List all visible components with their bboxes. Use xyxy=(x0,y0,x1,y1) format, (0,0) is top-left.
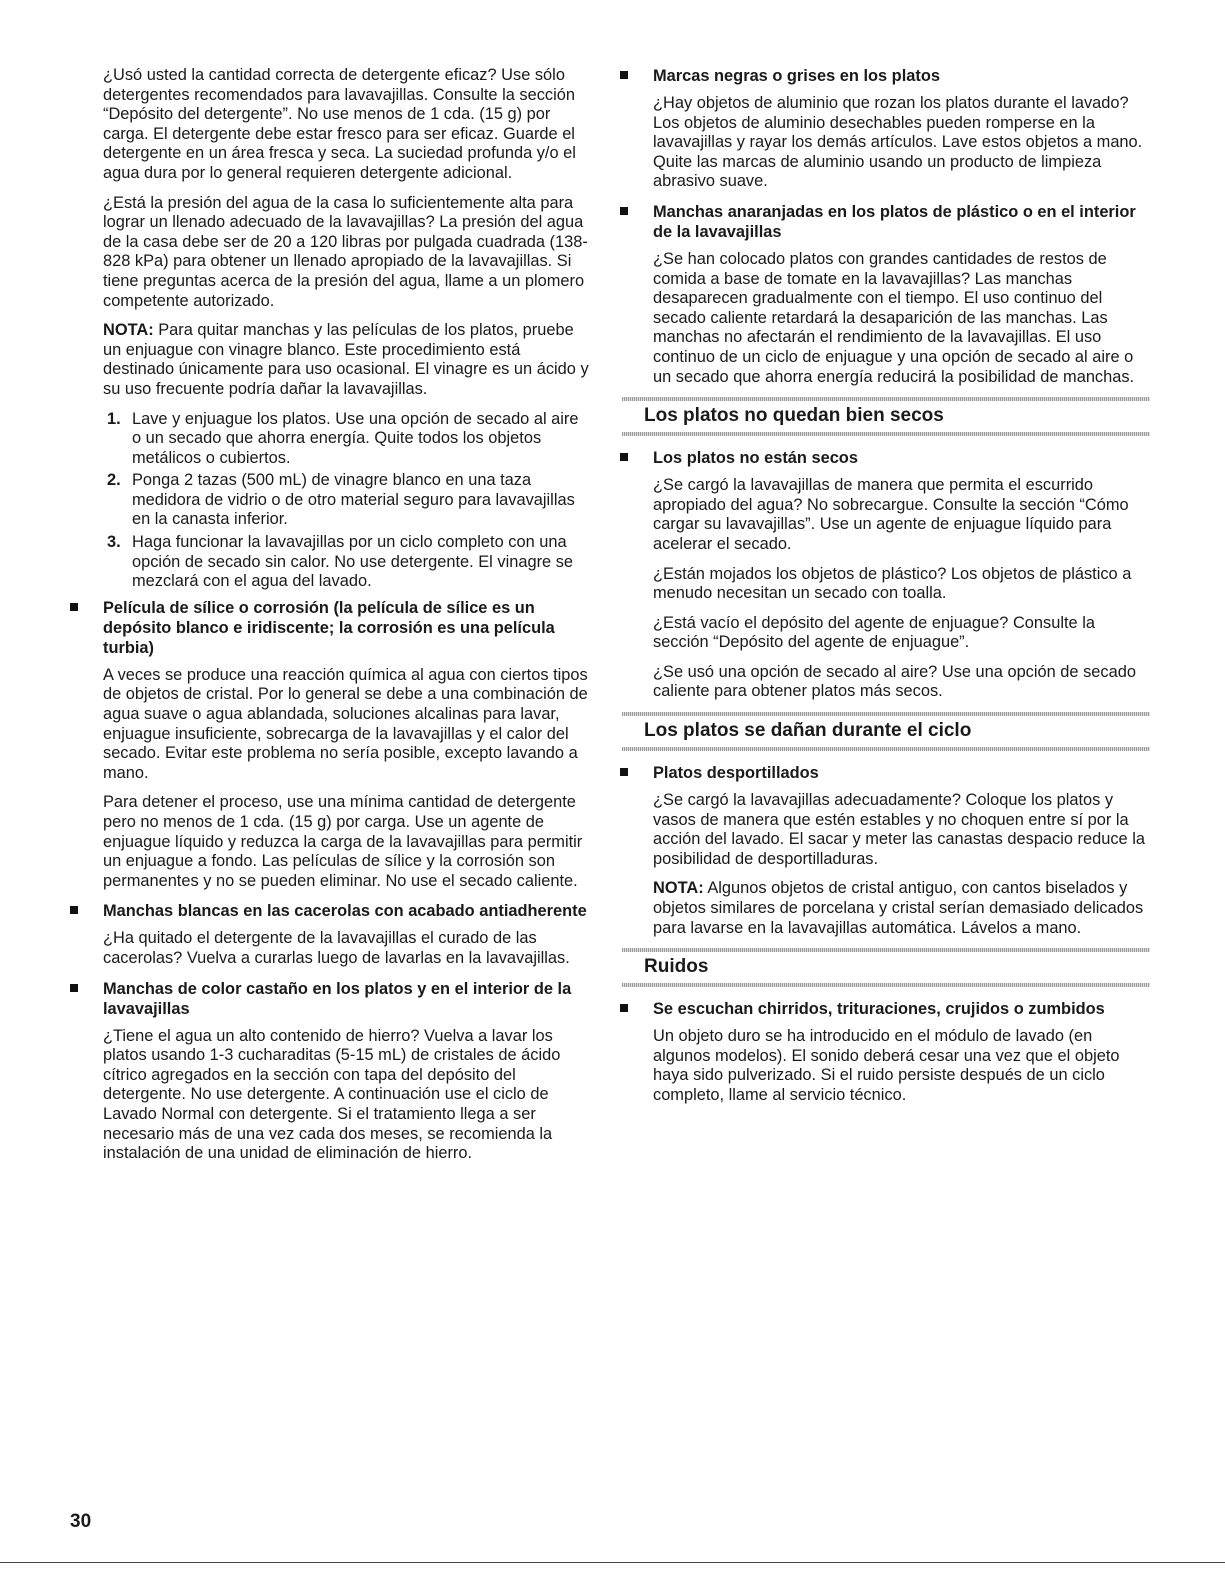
bullet-square-icon xyxy=(620,71,628,79)
section-divider xyxy=(622,712,1150,716)
orange-stains-heading: Manchas anaranjadas en los platos de plástico o en el interior de la lavavajillas xyxy=(622,202,1150,242)
bullet-square-icon xyxy=(620,768,628,776)
vinegar-steps-list xyxy=(103,410,590,592)
brown-stains-paragraph: ¿Tiene el agua un alto contenido de hierro? Vuelva a lavar los platos usando 1-3 cucharaditas (5-15 mL) de cristales de ácido cítrico agregados en la sección con tapa del depósito del detergente. No use detergente. A continuación use el ciclo de Lavado Normal con detergente. Si el tratamiento llega a ser necesario más de una vez cada dos meses, se recomienda la instalación de una unidad de eliminación de hierro. xyxy=(103,1026,561,1163)
not-dry-paragraph-2: ¿Están mojados los objetos de plástico? Los objetos de plástico a menudo necesitan un secado con toalla. xyxy=(653,564,1132,603)
section-title: Ruidos xyxy=(644,956,709,978)
not-dry-paragraph-4: ¿Se usó una opción de secado al aire? Use una opción de secado caliente para obtener platos más secos. xyxy=(653,662,1136,701)
bullet-square-icon xyxy=(70,984,78,992)
bullet-square-icon xyxy=(70,906,78,914)
black-marks-paragraph: ¿Hay objetos de aluminio que rozan los platos durante el lavado? Los objetos de aluminio desechables pueden romperse en la lavavajillas y rayar los demás artículos. Lave estos objetos a mano. Quite las marcas de aluminio usando un producto de limpieza abrasivo suave. xyxy=(653,94,1143,191)
section-dishes-damaged xyxy=(622,712,1150,751)
noises-heading: Se escuchan chirridos, trituraciones, crujidos o zumbidos xyxy=(622,999,1150,1019)
page-number: 30 xyxy=(70,1511,92,1532)
note-text: Algunos objetos de cristal antiguo, con cantos biselados y objetos similares de porcelana y cristal serían demasiado delicados para lavarse en la lavavajillas automática. Lávelos a mano. xyxy=(653,879,1144,937)
step-number: 2. xyxy=(107,471,121,490)
section-noises xyxy=(622,948,1150,987)
step-item xyxy=(103,410,590,469)
chipped-paragraph: ¿Se cargó la lavavajillas adecuadamente? Coloque los platos y vasos de manera que estén estables y no choquen entre sí por la acción del lavado. El sacar y meter las canastas despacio reduce la posibilidad de desportilladuras. xyxy=(653,791,1145,868)
section-divider xyxy=(622,397,1150,401)
detergent-paragraph: ¿Usó usted la cantidad correcta de detergente eficaz? Use sólo detergentes recomendados para lavavajillas. Consulte la sección “Depósito del detergente”. No use menos de 1 cda. (15 g) por carga. El detergente debe estar fresco para ser eficaz. Guarde el detergente en un área fresca y seca. La suciedad profunda y/o el agua dura por lo general requieren detergente adicional. xyxy=(103,66,576,182)
step-number: 3. xyxy=(107,533,121,552)
chipped-note xyxy=(622,879,1150,938)
step-text: Lave y enjuague los platos. Use una opción de secado al aire o un secado que ahorra energía. Quite todos los objetos metálicos o cubiertos. xyxy=(132,409,579,467)
silica-paragraph-1: A veces se produce una reacción química al agua con ciertos tipos de objetos de cristal. Por lo general se debe a una combinación de agua suave o agua ablandada, soluciones alcalinas para lavar, enjuague insuficiente, sobrecarga de la lavavajillas y el calor del secado. Evitar este problema no sería posible, excepto lavando a mano. xyxy=(103,665,588,782)
section-divider xyxy=(622,983,1150,987)
section-divider xyxy=(622,948,1150,952)
brown-stains-heading: Manchas de color castaño en los platos y en el interior de la lavavajillas xyxy=(66,979,590,1019)
step-text: Haga funcionar la lavavajillas por un ciclo completo con una opción de secado sin calor. No use detergente. El vinagre se mezclará con el agua del lavado. xyxy=(132,533,574,591)
bullet-square-icon xyxy=(620,207,628,215)
note-text: Para quitar manchas y las películas de los platos, pruebe un enjuague con vinagre blanco. Este procedimiento está destinado únicamente para uso ocasional. El vinagre es un ácido y su uso frecuente podría dañar la lavavajillas. xyxy=(103,321,589,398)
bullet-square-icon xyxy=(70,603,78,611)
step-item xyxy=(103,471,590,530)
section-divider xyxy=(622,747,1150,751)
section-divider xyxy=(622,432,1150,436)
step-item xyxy=(103,533,590,592)
bullet-square-icon xyxy=(620,453,628,461)
noises-paragraph: Un objeto duro se ha introducido en el módulo de lavado (en algunos modelos). El sonido deberá cesar una vez que el objeto haya sido pulverizado. Si el ruido persiste después de un ciclo completo, llame al servicio técnico. xyxy=(653,1027,1120,1104)
white-spots-heading: Manchas blancas en las cacerolas con acabado antiadherente xyxy=(66,901,590,921)
black-marks-heading: Marcas negras o grises en los platos xyxy=(622,66,1150,86)
bullet-square-icon xyxy=(620,1004,628,1012)
not-dry-paragraph-3: ¿Está vacío el depósito del agente de enjuague? Consulte la sección “Depósito del agente de enjuague”. xyxy=(653,613,1095,652)
orange-stains-paragraph: ¿Se han colocado platos con grandes cantidades de restos de comida a base de tomate en la lavavajillas? Las manchas desaparecen gradualmente con el tiempo. El uso continuo del secado caliente retardará la desaparición de las manchas. Las manchas no afectarán el rendimiento de la lavavajillas. El uso continuo de un ciclo de enjuague y una opción de secado al aire o un secado que ahorra energía reducirá la posibilidad de manchas. xyxy=(653,249,1135,386)
section-title: Los platos se dañan durante el ciclo xyxy=(644,720,972,742)
page-bottom-divider xyxy=(0,1562,1225,1563)
silica-film-heading: Película de sílice o corrosión (la película de sílice es un depósito blanco e iridiscente; la corrosión es una película turbia) xyxy=(66,598,590,658)
not-dry-paragraph-1: ¿Se cargó la lavavajillas de manera que permita el escurrido apropiado del agua? No sobrecargue. Consulte la sección “Cómo cargar su lavavajillas”. Use un agente de enjuague líquido para acelerar el secado. xyxy=(653,476,1129,553)
step-text: Ponga 2 tazas (500 mL) de vinagre blanco en una taza medidora de vidrio o de otro material seguro para lavavajillas en la canasta inferior. xyxy=(132,471,575,529)
white-spots-paragraph: ¿Ha quitado el detergente de la lavavajillas el curado de las cacerolas? Vuelva a curarlas luego de lavarlas en la lavavajillas. xyxy=(103,929,570,967)
step-number: 1. xyxy=(107,409,121,428)
section-dishes-not-dry xyxy=(622,397,1150,436)
left-column xyxy=(103,66,590,1174)
right-column xyxy=(622,66,1150,1116)
note-label: NOTA: xyxy=(103,321,154,340)
section-title: Los platos no quedan bien secos xyxy=(644,405,944,427)
note-label: NOTA: xyxy=(653,879,704,898)
not-dry-heading: Los platos no están secos xyxy=(622,448,1150,468)
silica-paragraph-2: Para detener el proceso, use una mínima cantidad de detergente pero no menos de 1 cda. (15 g) por carga. Use un agente de enjuague líquido y reduzca la carga de la lavavajillas para permitir un enjuague a fondo. Las películas de sílice y la corrosión son permanentes y no se pueden eliminar. No use el secado caliente. xyxy=(103,793,583,890)
chipped-heading: Platos desportillados xyxy=(622,763,1150,783)
water-pressure-paragraph: ¿Está la presión del agua de la casa lo suficientemente alta para lograr un llenado adecuado de la lavavajillas? La presión del agua de la casa debe ser de 20 a 120 libras por pulgada cuadrada (138-828 kPa) para obtener un llenado apropiado de la lavavajillas. Si tiene preguntas acerca de la presión del agua, llame a un plomero competente autorizado. xyxy=(103,193,588,310)
vinegar-note xyxy=(103,321,590,399)
